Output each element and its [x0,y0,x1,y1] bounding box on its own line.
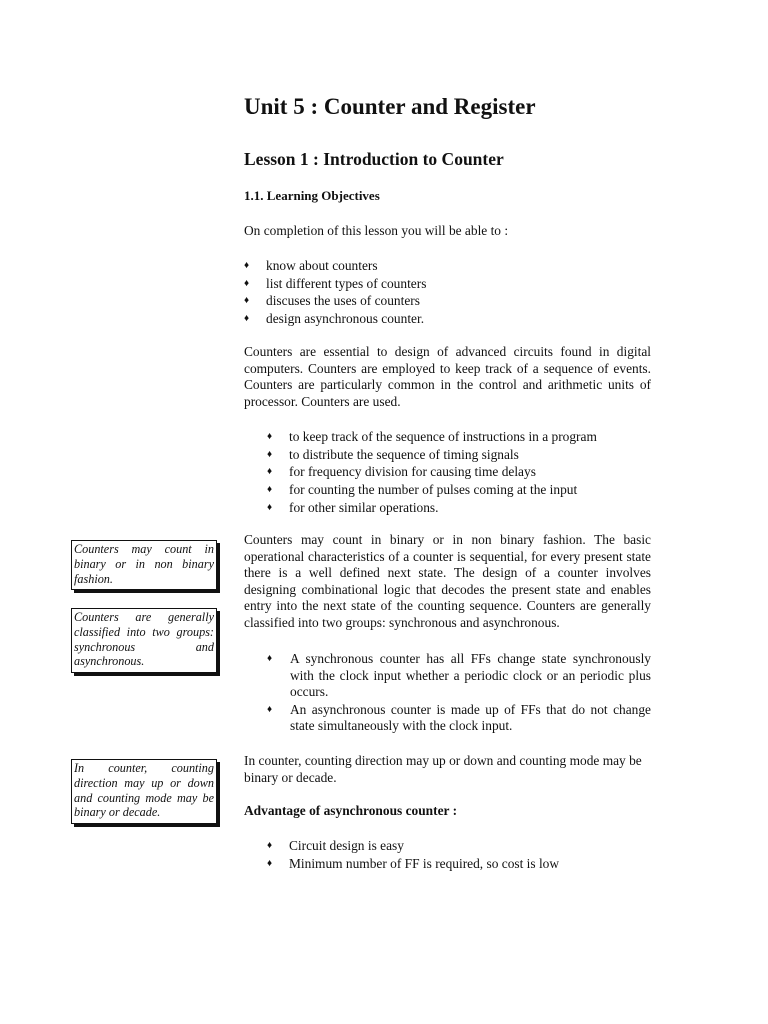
list-item: ♦ to distribute the sequence of timing signals [267,446,519,462]
list-item: ♦ for counting the number of pulses coming at the input [267,482,578,498]
list-item: ♦ design asynchronous counter. [244,311,425,327]
paragraph-counting-direction: In counter, counting direction may up or down and counting mode may be binary or decade. [244,753,642,785]
paragraph-counter-operation: Counters may count in binary or in non binary fashion. The basic operational characteristics of a counter is sequential, for every present state there is a well defined next state. The design of a counter involves designing combinational logic that decodes the present state and enables entry into the next state of the counting sequence. Counters are generally classified into two groups: synchronous and asynchronous. [244,532,651,630]
advantage-heading: Advantage of asynchronous counter : [244,803,458,818]
diamond-bullet-icon: ♦ [267,466,273,478]
diamond-bullet-icon: ♦ [267,840,273,851]
diamond-bullet-icon: ♦ [267,653,273,664]
margin-note-direction: In counter, counting direction may up or down and counting mode may be binary or decade. [71,759,217,824]
list-item: ♦ Circuit design is easy [267,838,404,853]
margin-note-binary: Counters may count in binary or in non binary fashion. [71,540,217,590]
list-item: ♦ for frequency division for causing time delays [267,464,536,480]
list-item: ♦ know about counters [244,258,378,273]
paragraph-counters-intro: Counters are essential to design of advanced circuits found in digital computers. Counters are employed to keep track of a sequence of events. Counters are particularly common in the control and arithmetic units of processor. Counters are used. [244,344,651,409]
unit-title: Unit 5 : Counter and Register [244,94,536,119]
objectives-list [244,257,544,328]
margin-note-groups: Counters are generally classified into two groups: synchronous and asynchronous. [71,608,217,673]
diamond-bullet-icon: ♦ [244,295,250,307]
diamond-bullet-icon: ♦ [267,857,273,869]
section-heading: 1.1. Learning Objectives [244,188,380,203]
list-item: ♦ A synchronous counter has all FFs change state synchronously with the clock input whether a periodic clock or an periodic plus occurs. [267,651,651,699]
diamond-bullet-icon: ♦ [267,448,273,460]
list-item: ♦ for other similar operations. [267,499,439,515]
list-item: ♦ Minimum number of FF is required, so cost is low [267,855,560,871]
uses-list [267,428,651,517]
lesson-title: Lesson 1 : Introduction to Counter [244,149,504,169]
diamond-bullet-icon: ♦ [244,277,250,289]
diamond-bullet-icon: ♦ [244,313,250,325]
intro-text: On completion of this lesson you will be able to : [244,223,509,238]
list-item: ♦ list different types of counters [244,275,427,291]
diamond-bullet-icon: ♦ [267,703,273,715]
diamond-bullet-icon: ♦ [267,431,273,442]
counter-types-list [267,651,651,735]
diamond-bullet-icon: ♦ [267,501,273,513]
advantages-list [267,837,651,872]
list-item: ♦ An asynchronous counter is made up of FFs that do not change state simultaneously with the clock input. [267,701,651,733]
diamond-bullet-icon: ♦ [267,484,273,496]
list-item: ♦ discuses the uses of counters [244,293,420,309]
diamond-bullet-icon: ♦ [244,260,250,271]
list-item: ♦ to keep track of the sequence of instructions in a program [267,429,597,444]
